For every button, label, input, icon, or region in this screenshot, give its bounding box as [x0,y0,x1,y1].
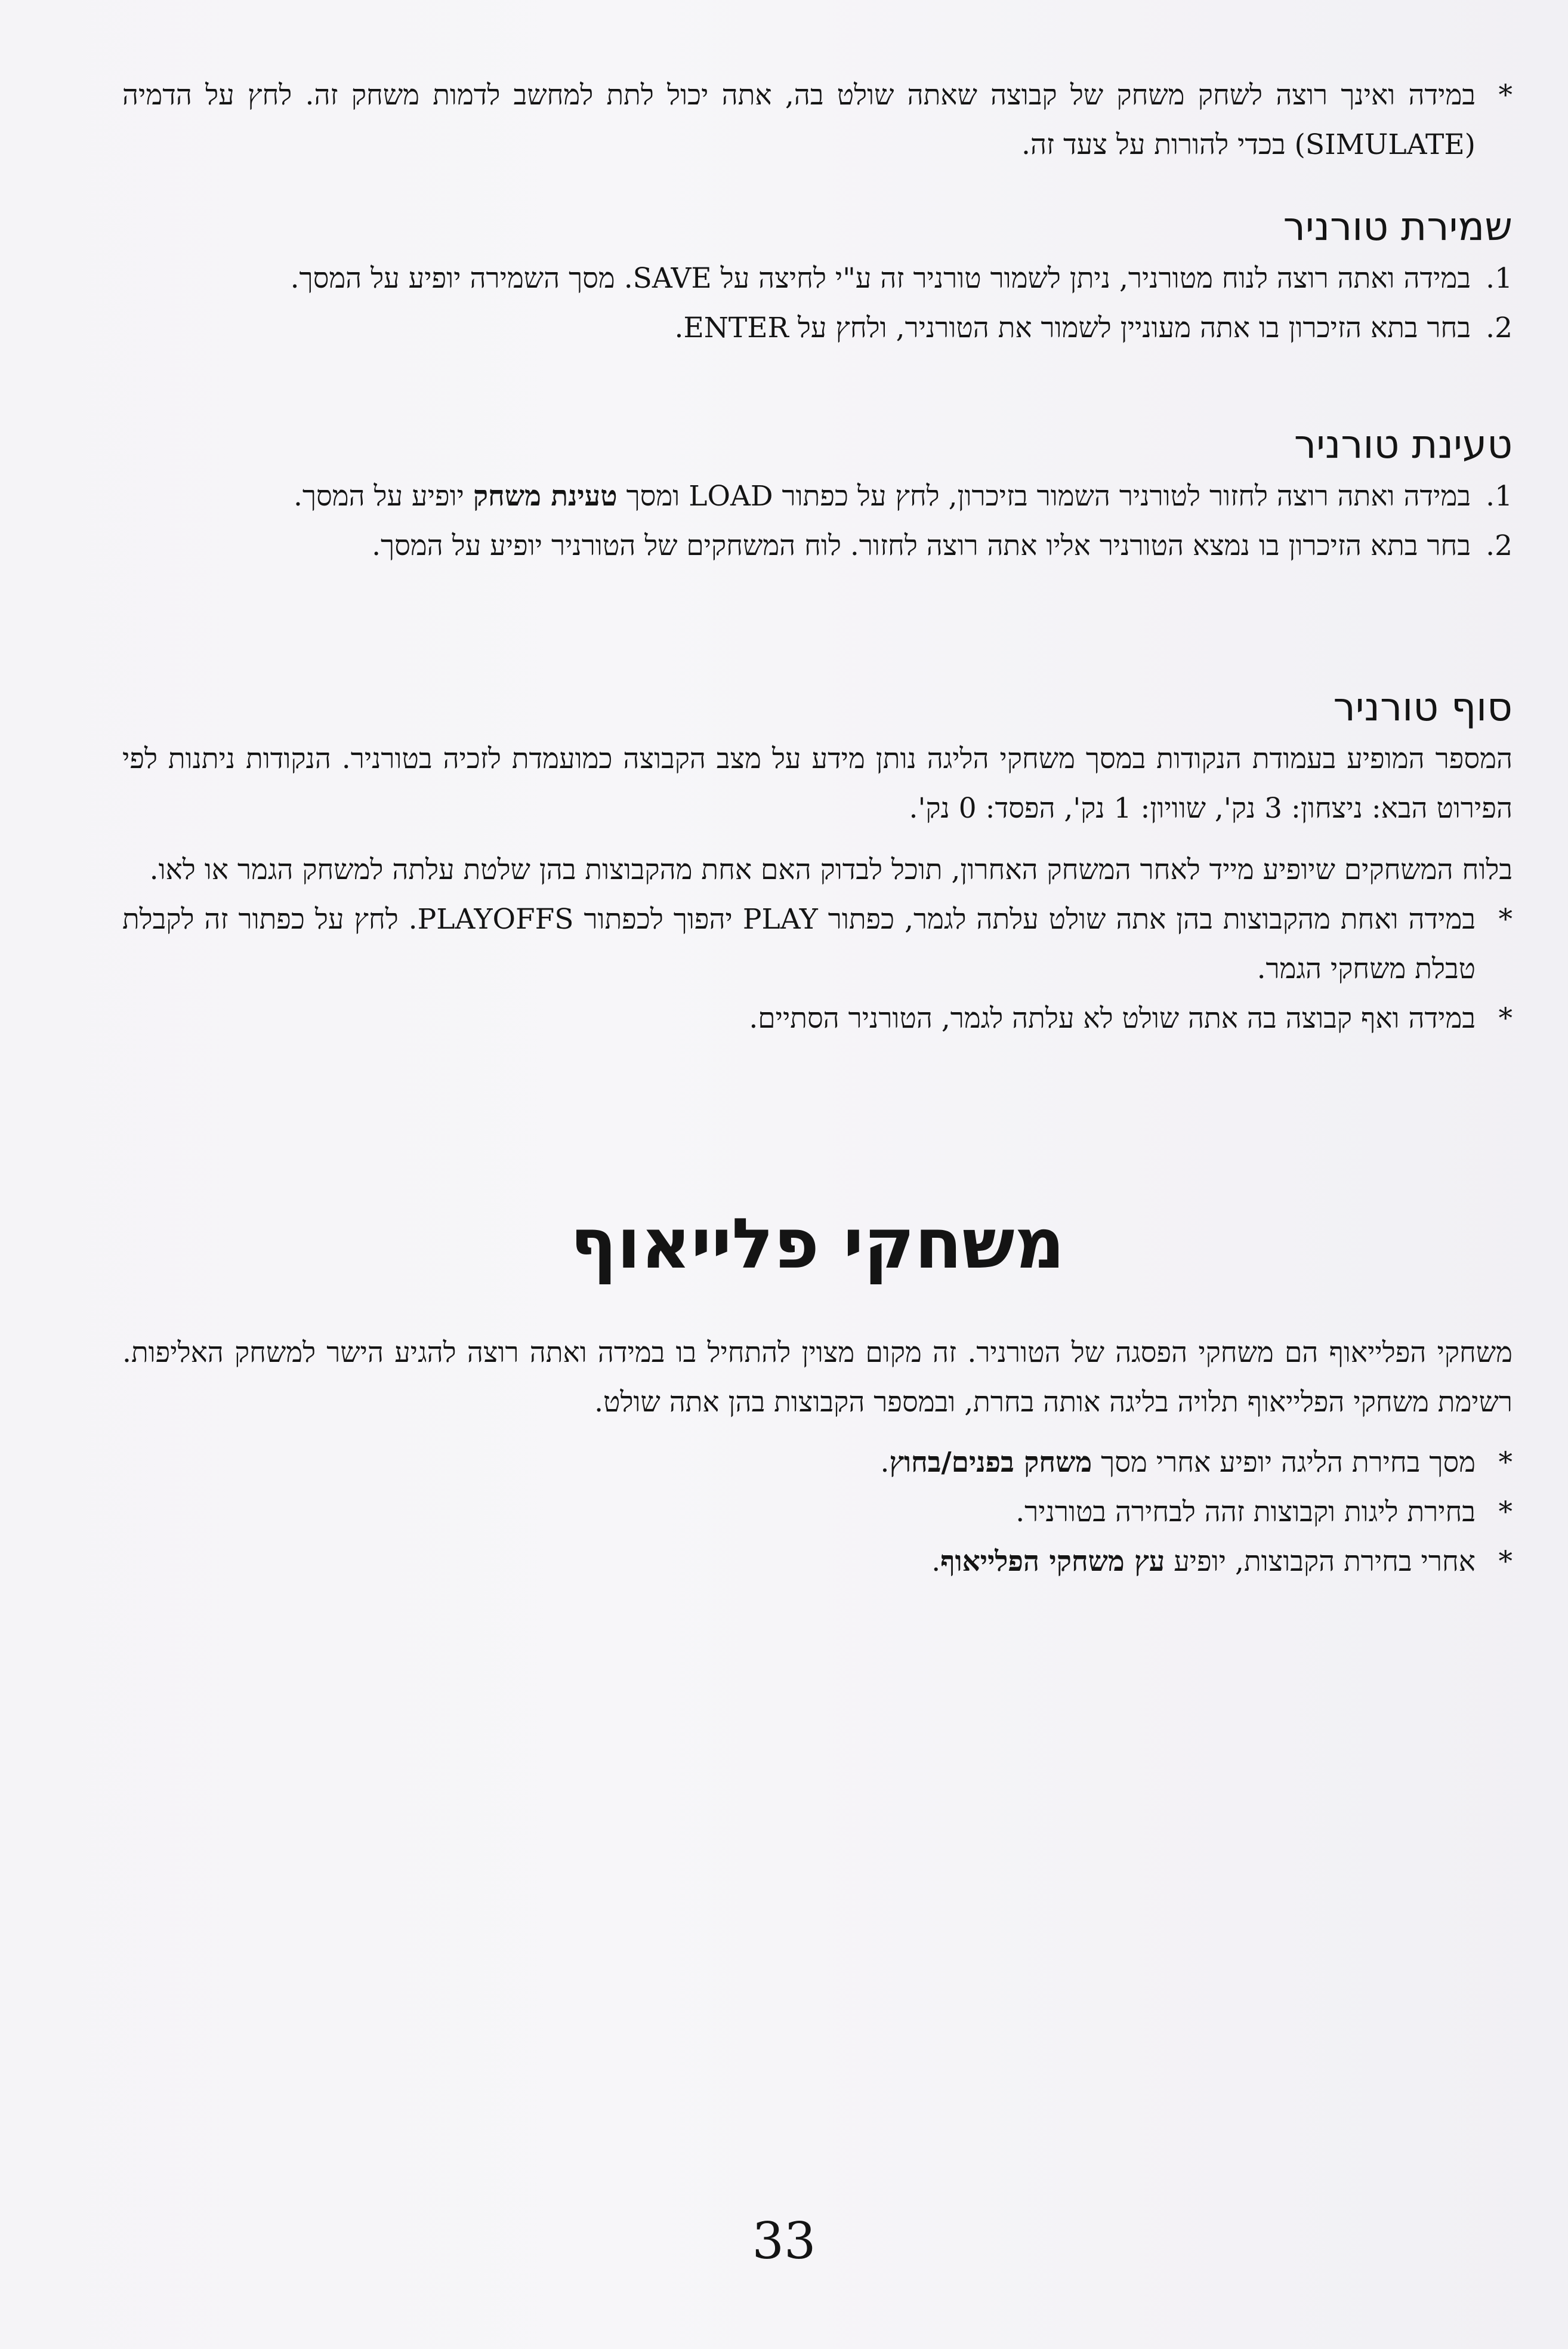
end-bullet-2 [122,994,1513,1043]
item-text: בחר בתא הזיכרון בו אתה מעוניין לשמור את הטורניר, ולחץ על ENTER. [674,312,1471,344]
end-bullet-1 [122,895,1513,994]
playoffs-heading: משחקי פלייאוף [570,1204,1065,1284]
bullet-text-after: . [931,1545,941,1578]
load-heading: טעינת טורניר [1294,421,1513,467]
playoffs-paragraph: משחקי הפלייאוף הם משחקי הפסגה של הטורניר. זה מקום מצוין להתחיל בו במידה ואתה רוצה להגיע הישר למשחק האליפות. רשימת משחקי הפלייאוף תלויה בליגה אותה בחרת, ובמספר הקבוצות בהן אתה שולט. [122,1336,1513,1419]
intro-text: במידה ואינך רוצה לשחק משחק של קבוצה שאתה שולט בה, אתה יכול לתת למחשב לדמות משחק זה. לחץ על הדמיה (SIMULATE) בכדי להורות על צעד זה. [122,79,1476,161]
bullet-mark: * [1498,1545,1513,1578]
item-text-after: יופיע על המסך. [293,480,473,513]
playoffs-body [122,1328,1513,1586]
item-bold-text: טעינת משחק [473,480,618,513]
save-item-2 [122,303,1513,353]
item-text: בחר בתא הזיכרון בו נמצא הטורניר אליו אתה רוצה לחזור. לוח המשחקים של הטורניר יופיע על המסך. [372,529,1471,562]
item-text: במידה ואתה רוצה לנוח מטורניר, ניתן לשמור טורניר זה ע"י לחיצה על SAVE. מסך השמירה יופיע על המסך. [290,262,1471,295]
save-heading: שמירת טורניר [1283,204,1513,249]
bullet-mark: * [1498,1002,1513,1035]
bullet-text-after: . [880,1446,890,1479]
end-heading: סוף טורניר [1333,684,1513,730]
playoffs-section [122,1203,1513,1286]
bullet-mark: * [1498,79,1513,112]
bullet-bold-text: משחק בפנים/בחוץ [889,1446,1092,1479]
bullet-text: בחירת ליגות וקבוצות זהה לבחירה בטורניר. [1016,1496,1476,1528]
bullet-text: במידה ואחת מהקבוצות בהן אתה שולט עלתה לגמר, כפתור PLAY יהפוך לכפתור PLAYOFFS. לחץ על כפתור זה לקבלת טבלת משחקי הגמר. [122,903,1476,985]
bullet-mark: * [1498,903,1513,936]
end-paragraph-2: בלוח המשחקים שיופיע מייד לאחר המשחק האחרון, תוכל לבדוק האם אחת מהקבוצות בהן שלטת עלתה למשחק הגמר או לאו. [149,853,1513,886]
load-section [122,418,1513,571]
end-paragraph-1: המספר המופיע בעמודת הנקודות במסך משחקי הליגה נותן מידע על מצב הקבוצה כמועמדת לזכיה בטורניר. הנקודות ניתנות לפי הפירוט הבא: ניצחון: 3 נק', שוויון: 1 נק', הפסד: 0 נק'. [122,742,1513,825]
intro-section [122,70,1513,169]
playoffs-bullet-2 [122,1487,1513,1537]
save-item-1 [122,254,1513,303]
load-item-1 [122,471,1513,521]
page-number: 33 [752,2212,816,2270]
playoffs-bullet-3 [122,1537,1513,1586]
load-item-2 [122,521,1513,571]
item-number: 1. [1486,262,1513,295]
end-section [122,680,1513,1043]
item-number: 2. [1486,312,1513,344]
item-number: 2. [1486,529,1513,562]
bullet-text: במידה ואף קבוצה בה אתה שולט לא עלתה לגמר, הטורניר הסתיים. [749,1002,1476,1035]
item-text: במידה ואתה רוצה לחזור לטורניר השמור בזיכרון, לחץ על כפתור LOAD ומסך [617,480,1471,513]
bullet-text: אחרי בחירת הקבוצות, יופיע [1165,1545,1476,1578]
intro-bullet [122,70,1513,169]
bullet-bold-text: עץ משחקי הפלייאוף [940,1545,1165,1578]
save-section [122,200,1513,353]
playoffs-bullet-1 [122,1438,1513,1487]
bullet-text: מסך בחירת הליגה יופיע אחרי מסך [1092,1446,1476,1479]
item-number: 1. [1486,480,1513,513]
bullet-mark: * [1498,1496,1513,1528]
bullet-mark: * [1498,1446,1513,1479]
